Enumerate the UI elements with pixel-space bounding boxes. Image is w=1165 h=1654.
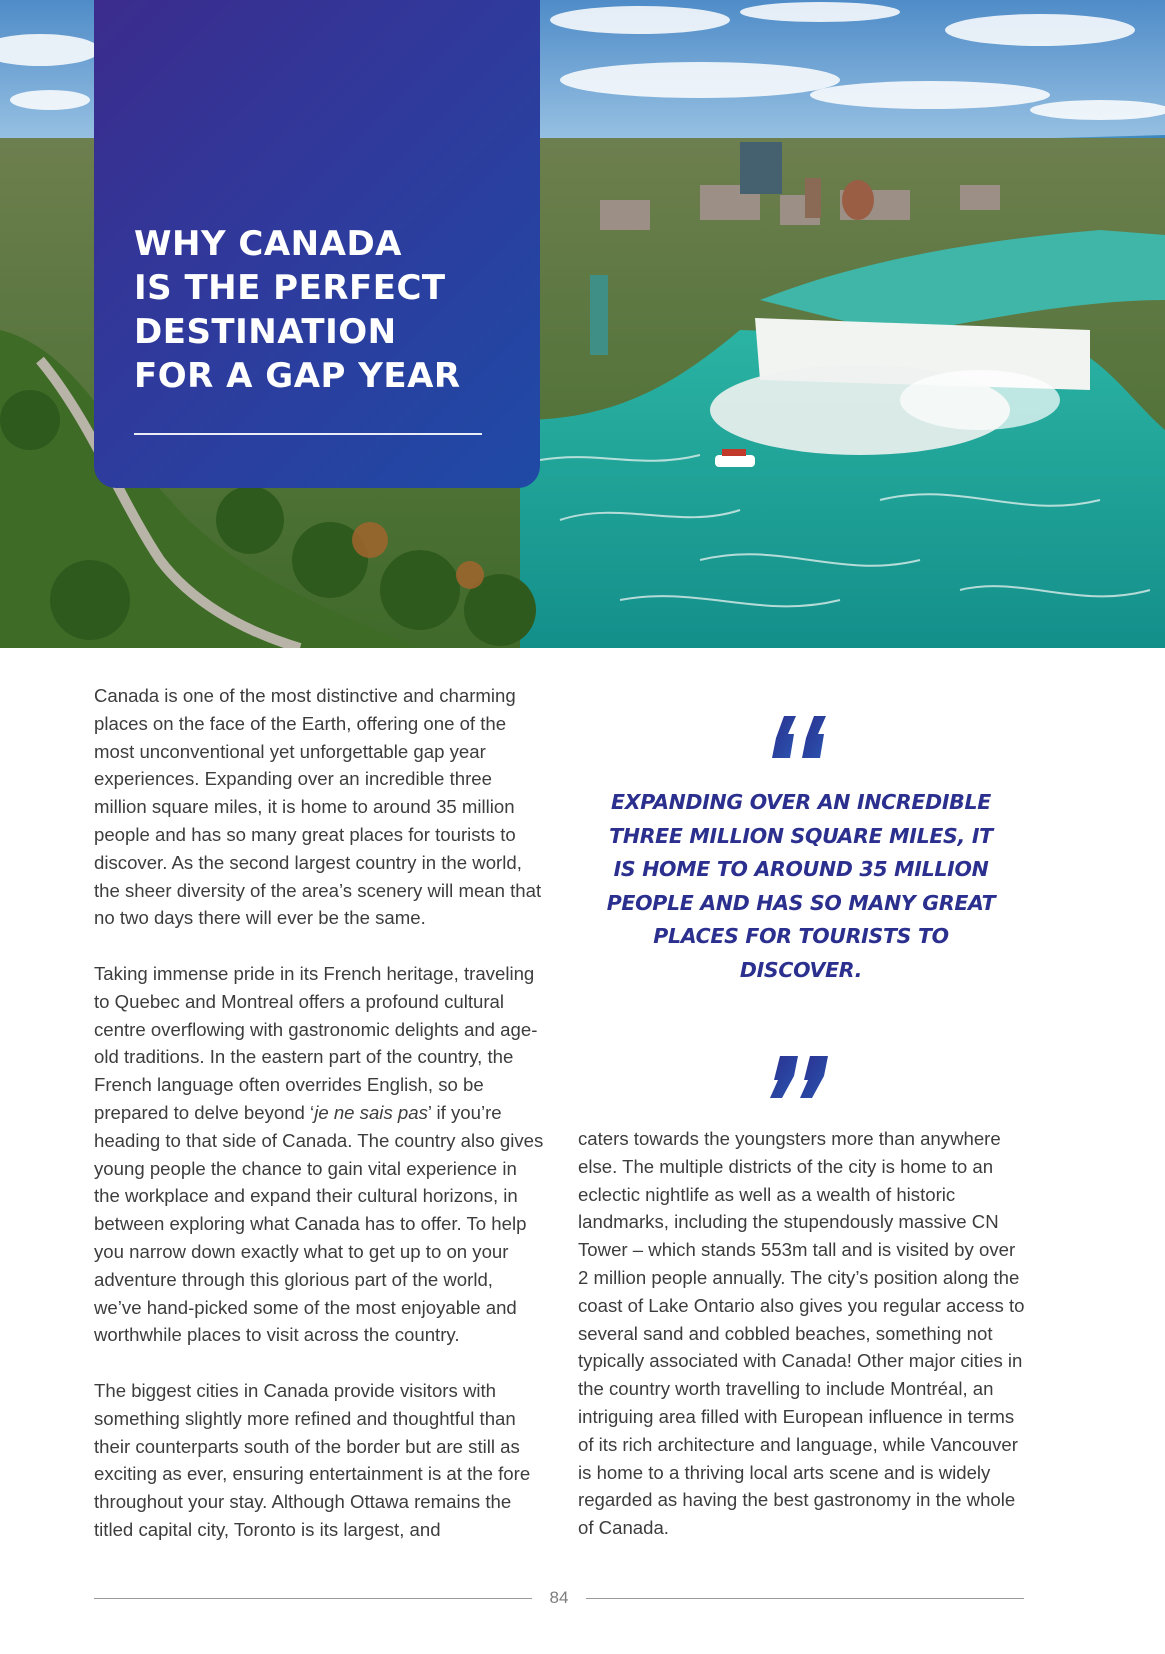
open-quote-icon	[770, 712, 830, 762]
title-line-1: WHY CANADA	[134, 224, 402, 264]
paragraph-2-end: ’ if you’re heading to that side of Canada. The country also gives young people the chance to gain vital experience in the workplace and expand their cultural horizons, in between exploring what Canada has to offer. To help you narrow down exactly what to get up to on your adventure through this glorious part of the world, we’ve hand-picked some of the most enjoyable and worthwhile places to visit across the country.	[94, 1101, 544, 1346]
title-line-2: IS THE PERFECT	[134, 268, 446, 308]
paragraph-2-italic: je ne sais pas	[314, 1101, 428, 1123]
paragraph-4: caters towards the youngsters more than anywhere else. The multiple districts of the city is home to an eclectic nightlife as well as a wealth of historic landmarks, including the stupendously massive CN Tower – which stands 553m tall and is visited by over 2 million people annually. The city’s position along the coast of Lake Ontario also gives you regular access to several sand and cobbled beaches, something not typically associated with Canada! Other major cities in the country worth travelling to include Montréal, an intriguing area filled with European influence in terms of its rich architecture and language, while Vancouver is home to a thriving local arts scene and is widely regarded as having the best gastronomy in the whole of Canada.	[578, 1128, 1025, 1539]
title-line-4: FOR A GAP YEAR	[134, 356, 461, 396]
paragraph-1: Canada is one of the most distinctive and charming places on the face of the Earth, offering one of the most unconventional yet unforgettable gap year experiences. Expanding over an incredible three million square miles, it is home to around 35 million people and has so many great places for tourists to discover. As the second largest country in the world, the sheer diversity of the area’s scenery will mean that no two days there will ever be the same.	[94, 685, 542, 929]
title-divider	[134, 433, 482, 435]
paragraph-2	[94, 960, 544, 1349]
close-quote-icon	[770, 1052, 830, 1102]
page-number: 84	[549, 1588, 569, 1607]
paragraph-2-start: Taking immense pride in its French heritage, traveling to Quebec and Montreal offers a profound cultural centre overflowing with gastronomic delights and age-old traditions. In the eastern part of the country, the French language often overrides English, so be prepared to delve beyond ‘	[94, 962, 538, 1123]
footer-rule-left	[94, 1598, 532, 1599]
paragraph-3: The biggest cities in Canada provide visitors with something slightly more refined and thoughtful than their counterparts south of the border but are still as exciting as ever, ensuring entertainment is at the fore throughout your stay. Although Ottawa remains the titled capital city, Toronto is its largest, and	[94, 1379, 531, 1540]
body-column-left	[94, 682, 544, 1544]
title-card	[94, 0, 540, 488]
body-column-right	[578, 1125, 1028, 1542]
title-line-3: DESTINATION	[134, 312, 397, 352]
footer-rule-right	[586, 1598, 1024, 1599]
pull-quote: EXPANDING OVER AN INCREDIBLE THREE MILLION SQUARE MILES, IT IS HOME TO AROUND 35 MILLION PEOPLE AND HAS SO MANY GREAT PLACES FOR TOURISTS TO DISCOVER.	[606, 790, 996, 982]
